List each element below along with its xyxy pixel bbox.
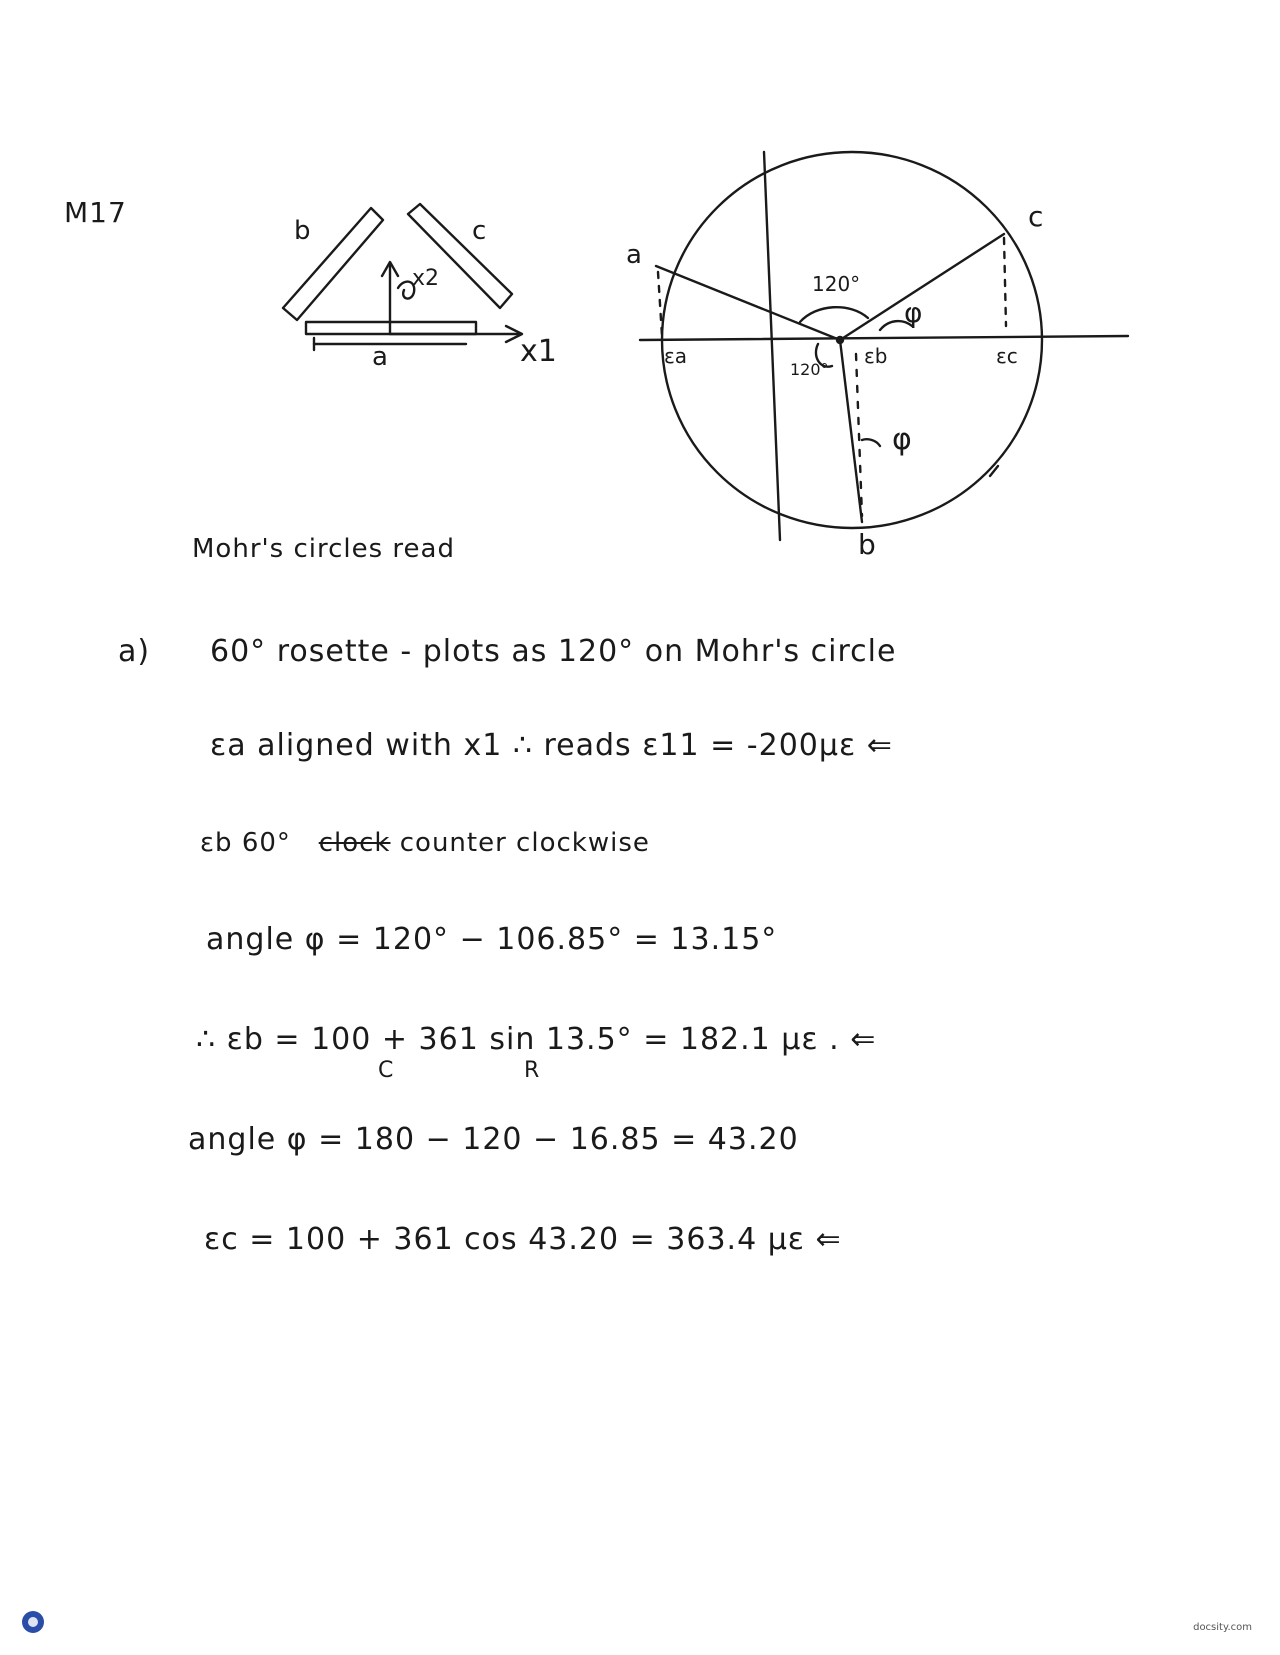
sketch-label-c: c [472, 216, 487, 246]
part-label: a) [118, 634, 151, 669]
mohr-phi-right: φ [904, 296, 923, 329]
mohr-eps-b: εb [864, 344, 888, 368]
note-line-6: angle φ = 180 − 120 − 16.85 = 43.20 [188, 1122, 799, 1157]
mohr-label-b: b [858, 528, 876, 561]
note-line-3-a: εb 60° [200, 828, 291, 858]
mohr-eps-a: εa [664, 344, 688, 368]
note-line-5-sub-c: C [378, 1058, 394, 1083]
sketch-axis-x2: x2 [412, 266, 440, 291]
docsity-logo-icon [22, 1611, 44, 1633]
watermark: docsity.com [1193, 1622, 1252, 1633]
sketch-axis-x1: x1 [520, 334, 557, 369]
gauge-c-bar [408, 204, 512, 308]
mohr-label-a: a [626, 240, 642, 270]
note-line-1: 60° rosette - plots as 120° on Mohr's circle [210, 634, 897, 669]
sketch-label-a: a [372, 342, 388, 372]
note-line-3 [200, 828, 650, 858]
note-line-5-sub-r: R [524, 1058, 540, 1083]
problem-id: M17 [64, 196, 127, 229]
mohr-phi-lower: φ [892, 422, 912, 457]
mohr-angle-bottom: 120° [790, 360, 829, 379]
note-line-2: εa aligned with x1 ∴ reads ε11 = -200με ⇐ [210, 728, 893, 763]
axis-x1-arrow [390, 326, 522, 342]
note-line-3-struck: clock [318, 828, 391, 858]
mohr-label-c: c [1028, 200, 1044, 233]
mohr-angle-top: 120° [812, 272, 861, 296]
figure-caption: Mohr's circles read [192, 534, 455, 564]
note-line-3-b: counter clockwise [399, 828, 650, 858]
note-line-5: ∴ εb = 100 + 361 sin 13.5° = 182.1 με . ⇐ [196, 1022, 877, 1057]
note-line-4: angle φ = 120° − 106.85° = 13.15° [206, 922, 778, 957]
note-line-7: εc = 100 + 361 cos 43.20 = 363.4 με ⇐ [204, 1222, 842, 1257]
sketch-label-b: b [294, 216, 311, 246]
mohr-eps-c: εc [996, 344, 1018, 368]
